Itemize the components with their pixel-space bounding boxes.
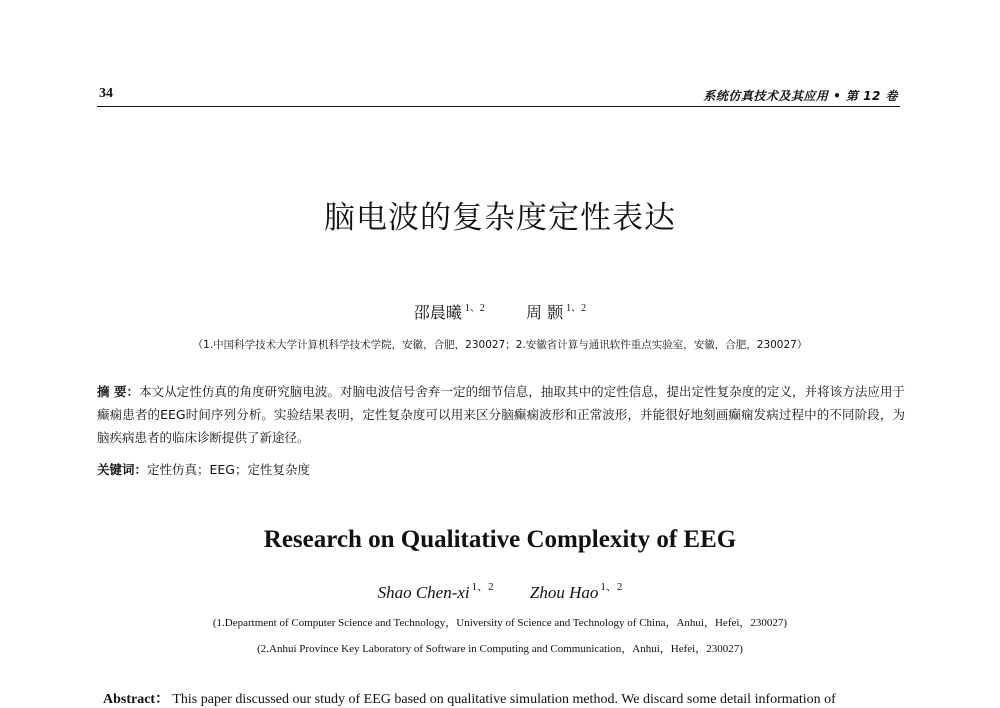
english-authors: [0, 578, 1000, 603]
english-author-affil-mark: 1、2: [471, 581, 494, 593]
english-abstract-text: This paper discussed our study of EEG based on qualitative simulation method. We discard some detail information of: [172, 692, 836, 707]
chinese-author-affil-mark: 1、2: [464, 303, 485, 314]
chinese-abstract: [97, 380, 905, 449]
running-header: [97, 86, 900, 107]
english-author: [530, 583, 622, 602]
chinese-abstract-label: 摘 要：: [97, 384, 140, 399]
chinese-keywords-text: 定性仿真；EEG；定性复杂度: [147, 462, 310, 477]
chinese-author-name: 周 颢: [526, 303, 564, 322]
english-author-name: Zhou Hao: [529, 583, 599, 602]
chinese-affiliation: （1.中国科学技术大学计算机科学技术学院，安徽，合肥，230027；2.安徽省计算与通讯软件重点实验室，安徽，合肥，230027）: [192, 339, 808, 351]
english-affiliation-2: (2.Anhui Province Key Laboratory of Software in Computing and Communication，Anhui，Hefei，230027): [257, 643, 743, 655]
english-title: Research on Qualitative Complexity of EEG: [263, 526, 737, 553]
english-author: [378, 583, 494, 602]
chinese-keywords: [97, 460, 905, 478]
english-abstract-label: Abstract：: [103, 692, 170, 707]
english-author-name: Shao Chen-xi: [377, 583, 470, 602]
english-abstract: [103, 688, 903, 708]
journal-name: 系统仿真技术及其应用 • 第 12 卷: [703, 89, 898, 103]
chinese-author: [526, 303, 586, 322]
chinese-authors: [0, 299, 1000, 323]
chinese-title: 脑电波的复杂度定性表达: [324, 200, 676, 236]
english-author-affil-mark: 1、2: [600, 581, 623, 593]
chinese-abstract-text: 本文从定性仿真的角度研究脑电波。对脑电波信号舍弃一定的细节信息，抽取其中的定性信息，提出定性复杂度的定义，并将该方法应用于癫痫患者的EEG时间序列分析。实验结果表明，定性复杂度可以用来区分脑癫痫波形和正常波形，并能很好地刻画癫痫发病过程中的不同阶段，为脑疾病患者的临床诊断提供了新途径。: [97, 384, 905, 445]
english-affiliation-1: (1.Department of Computer Science and Technology，University of Science and Technology of China，Anhui，Hefei，230027): [212, 617, 788, 629]
page-number: 34: [99, 86, 113, 101]
chinese-keywords-label: 关键词：: [97, 462, 148, 477]
chinese-author-affil-mark: 1、2: [566, 303, 587, 314]
chinese-author: [414, 303, 485, 322]
chinese-author-name: 邵晨曦: [413, 303, 462, 322]
